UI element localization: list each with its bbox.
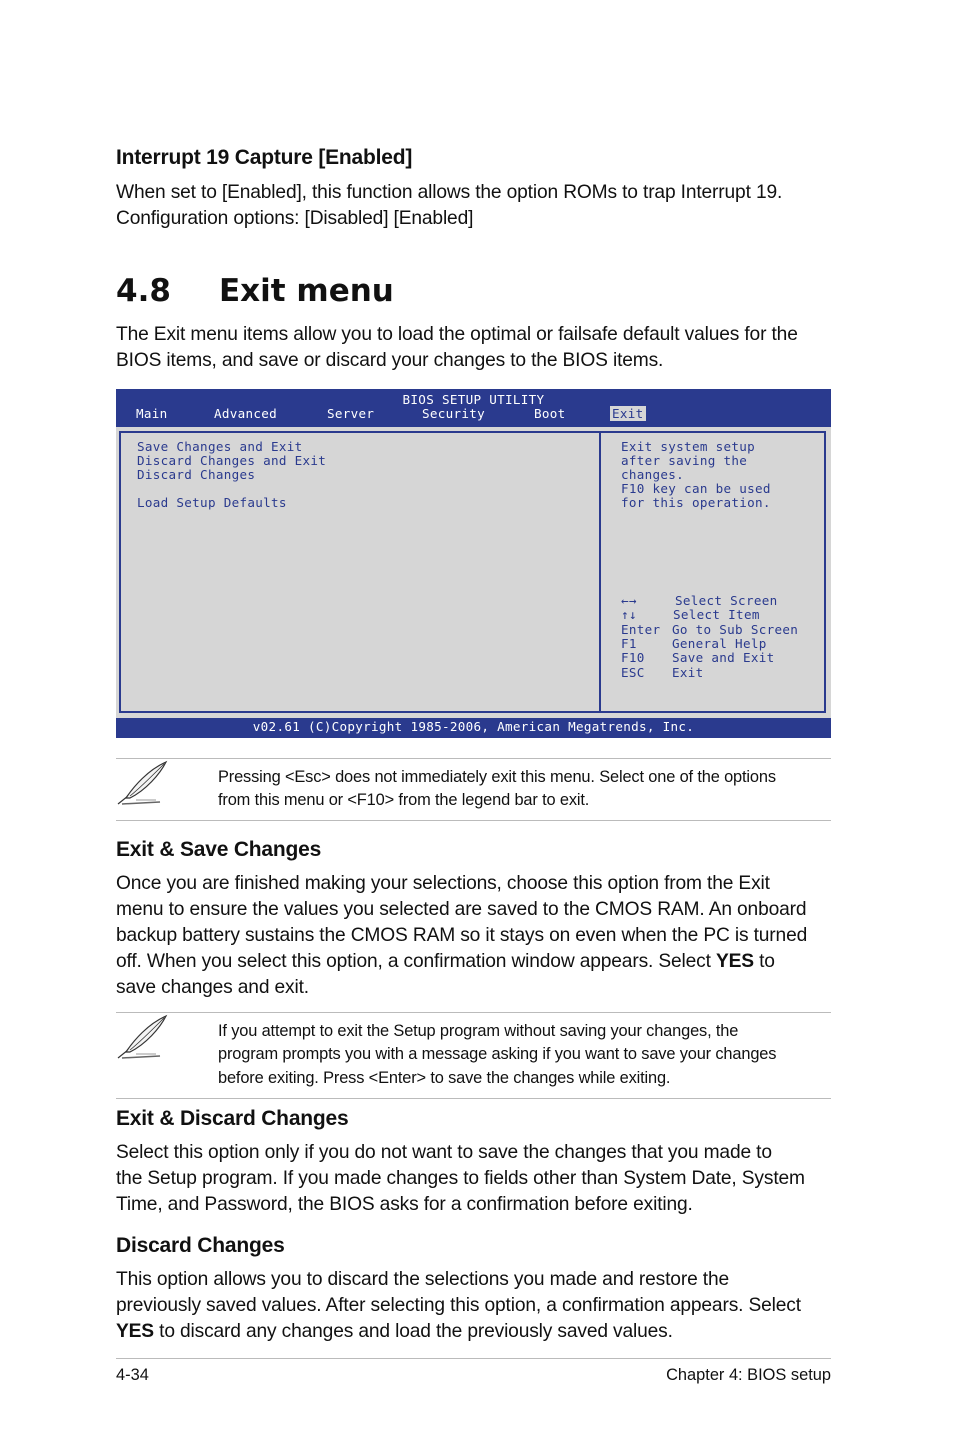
- bios-divider: [599, 433, 601, 711]
- legend-action: Select Screen: [675, 593, 778, 608]
- exit-discard-text-3: Time, and Password, the BIOS asks for a confirmation before exiting.: [116, 1194, 693, 1215]
- note-bottom-rule: [116, 1098, 831, 1099]
- bios-copyright: v02.61 (C)Copyright 1985-2006, American Megatrends, Inc.: [116, 718, 831, 738]
- section-intro-2: BIOS items, and save or discard your changes to the BIOS items.: [116, 350, 664, 371]
- legend-key: F10: [621, 650, 645, 665]
- note2-text-1: If you attempt to exit the Setup program without saving your changes, the: [218, 1022, 739, 1040]
- note-top-rule: [116, 758, 831, 759]
- help-line: after saving the: [621, 453, 748, 468]
- legend-action: Select Item: [673, 607, 760, 622]
- exit-discard-heading: Exit & Discard Changes: [116, 1107, 349, 1130]
- help-line: for this operation.: [621, 495, 771, 510]
- exit-discard-text-1: Select this option only if you do not want to save the changes that you made to: [116, 1142, 772, 1163]
- note-top-rule: [116, 1012, 831, 1013]
- legend-key: ↑↓: [621, 607, 637, 622]
- tab-boot[interactable]: Boot: [534, 406, 566, 421]
- menu-load-setup-defaults[interactable]: Load Setup Defaults: [137, 495, 287, 510]
- legend-key: Enter: [621, 622, 661, 637]
- exit-discard-text-2: the Setup program. If you made changes to fields other than System Date, System: [116, 1168, 805, 1189]
- discard-text-1: This option allows you to discard the selections you made and restore the: [116, 1269, 729, 1290]
- section-number: 4.8: [116, 273, 171, 309]
- menu-save-changes-exit[interactable]: Save Changes and Exit: [137, 439, 303, 454]
- exit-save-text-5: save changes and exit.: [116, 977, 309, 998]
- tab-main[interactable]: Main: [136, 406, 168, 421]
- note2-text-2: program prompts you with a message asking if you want to save your changes: [218, 1045, 777, 1063]
- tab-exit[interactable]: Exit: [612, 406, 644, 421]
- menu-discard-changes[interactable]: Discard Changes: [137, 467, 256, 482]
- help-line: Exit system setup: [621, 439, 755, 454]
- interrupt-19-text-2: Configuration options: [Disabled] [Enabled]: [116, 208, 474, 229]
- tab-advanced[interactable]: Advanced: [214, 406, 278, 421]
- discard-text-2: previously saved values. After selecting this option, a confirmation appears. Select: [116, 1295, 801, 1316]
- discard-heading: Discard Changes: [116, 1234, 285, 1257]
- tab-server[interactable]: Server: [327, 406, 375, 421]
- bios-frame: [119, 431, 826, 713]
- legend-key: ←→: [621, 593, 637, 608]
- legend-key: ESC: [621, 665, 645, 680]
- exit-save-text-1: Once you are finished making your selections, choose this option from the Exit: [116, 873, 770, 894]
- note2-text-3: before exiting. Press <Enter> to save the changes while exiting.: [218, 1069, 671, 1087]
- note1-text-2: from this menu or <F10> from the legend bar to exit.: [218, 791, 590, 809]
- page-number: 4-34: [116, 1366, 149, 1384]
- section-intro-1: The Exit menu items allow you to load the optimal or failsafe default values for the: [116, 324, 798, 345]
- pen-note-icon: [116, 760, 170, 808]
- exit-save-text-4: off. When you select this option, a confirmation window appears. Select YES to: [116, 951, 775, 972]
- legend-action: Save and Exit: [672, 650, 775, 665]
- menu-discard-changes-exit[interactable]: Discard Changes and Exit: [137, 453, 327, 468]
- bios-header: [116, 389, 831, 427]
- tab-security[interactable]: Security: [422, 406, 486, 421]
- footer-rule: [116, 1358, 831, 1359]
- exit-save-text-3: backup battery sustains the CMOS RAM so it stays on even when the PC is turned: [116, 925, 808, 946]
- legend-action: General Help: [672, 636, 767, 651]
- section-title: Exit menu: [219, 273, 394, 309]
- discard-text-3: YES to discard any changes and load the previously saved values.: [116, 1321, 673, 1342]
- interrupt-19-heading: Interrupt 19 Capture [Enabled]: [116, 146, 413, 169]
- interrupt-19-text-1: When set to [Enabled], this function allows the option ROMs to trap Interrupt 19.: [116, 182, 783, 203]
- note1-text-1: Pressing <Esc> does not immediately exit this menu. Select one of the options: [218, 768, 776, 786]
- legend-action: Go to Sub Screen: [672, 622, 799, 637]
- bios-title: BIOS SETUP UTILITY: [402, 392, 545, 407]
- exit-save-heading: Exit & Save Changes: [116, 838, 322, 861]
- help-line: F10 key can be used: [621, 481, 771, 496]
- legend-action: Exit: [672, 665, 704, 680]
- pen-note-icon: [116, 1014, 170, 1062]
- help-line: changes.: [621, 467, 685, 482]
- chapter-label: Chapter 4: BIOS setup: [666, 1366, 831, 1384]
- exit-save-text-2: menu to ensure the values you selected are saved to the CMOS RAM. An onboard: [116, 899, 807, 920]
- bios-screen: [116, 389, 831, 738]
- legend-key: F1: [621, 636, 637, 651]
- note-bottom-rule: [116, 820, 831, 821]
